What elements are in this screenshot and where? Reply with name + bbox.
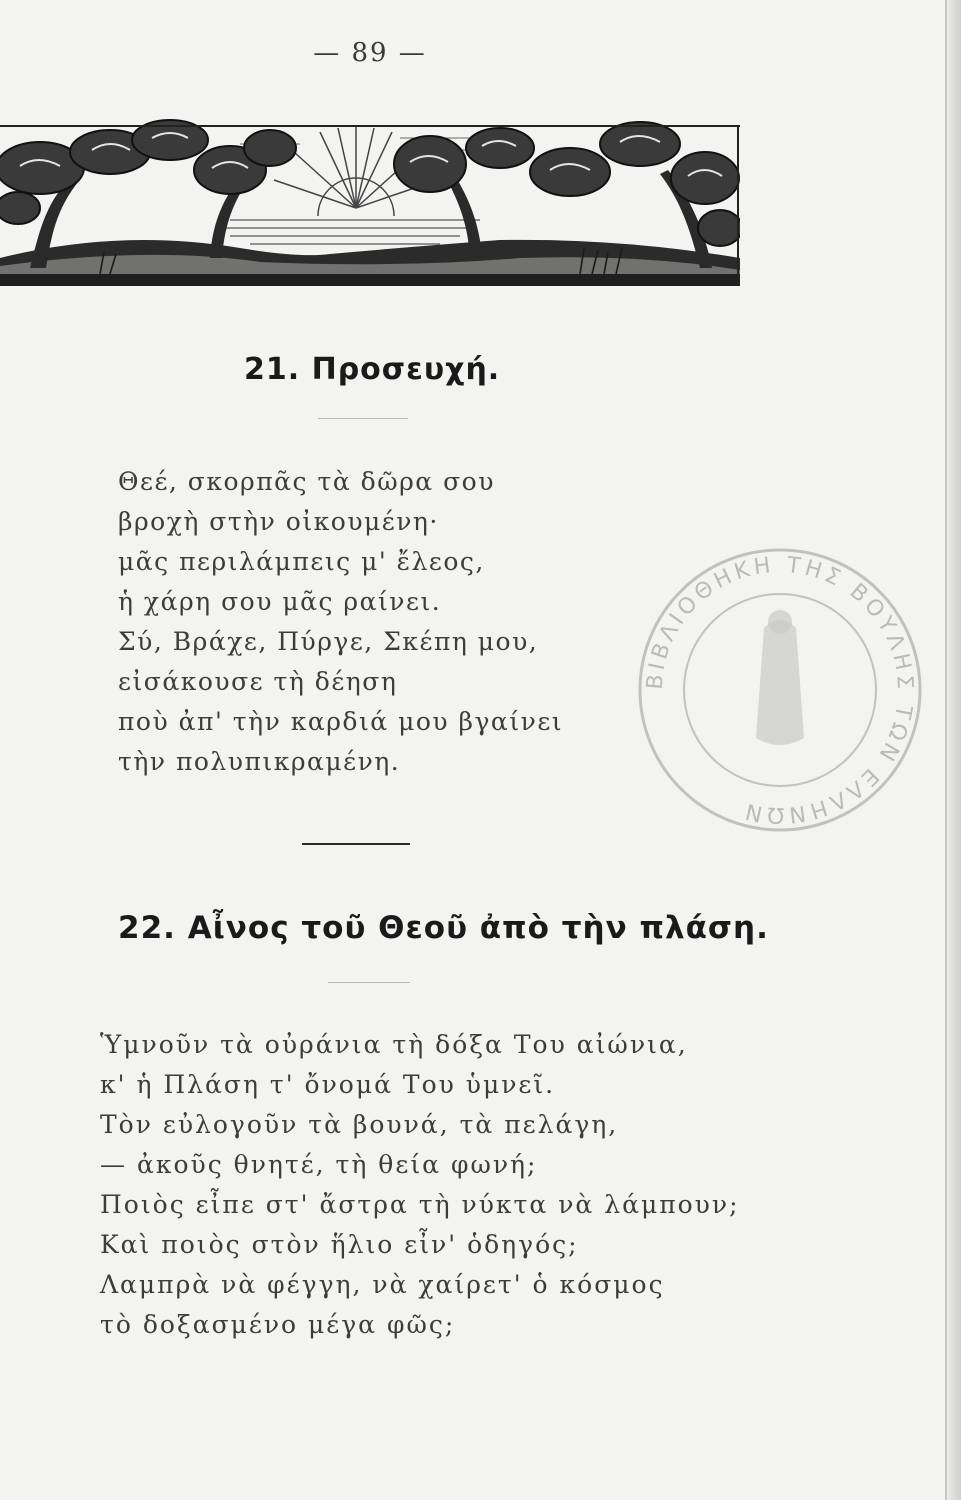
page-number: — 89 —	[313, 38, 427, 68]
poem-line: Λαμπρὰ νὰ φέγγη, νὰ χαίρετ' ὁ κόσμος	[100, 1270, 665, 1299]
poem-line: Θεέ, σκορπᾶς τὰ δῶρα σου	[118, 467, 495, 496]
poem-line: — ἀκοῦς θνητέ, τὴ θεία φωνή;	[100, 1150, 538, 1179]
title-underline	[328, 982, 410, 983]
page-edge-line	[945, 0, 947, 1500]
poem-line: ἡ χάρη σου μᾶς ραίνει.	[118, 587, 442, 616]
poem-line: βροχὴ στὴν οἰκουμένη·	[118, 507, 439, 536]
poem-line: ποὺ ἀπ' τὴν καρδιά μου βγαίνει	[118, 707, 564, 736]
poem-praise	[100, 1025, 740, 1345]
poem-line: εἰσάκουσε τὴ δέηση	[118, 667, 398, 696]
poem-line: Ὑμνοῦν τὰ οὐράνια τὴ δόξα Του αἰώνια,	[100, 1030, 688, 1059]
poem-line: Ποιὸς εἶπε στ' ἄστρα τὴ νύκτα νὰ λάμπουν;	[100, 1190, 740, 1219]
library-stamp-icon	[632, 542, 928, 838]
page-edge	[947, 0, 961, 1500]
poem-line: Καὶ ποιὸς στὸν ἥλιο εἶν' ὁδηγός;	[100, 1230, 579, 1259]
poem-line: Τὸν εὐλογοῦν τὰ βουνά, τὰ πελάγη,	[100, 1110, 619, 1139]
section-title-praise: 22. Αἶνος τοῦ Θεοῦ ἀπὸ τὴν πλάση.	[118, 910, 769, 946]
poem-line: μᾶς περιλάμπεις μ' ἔλεος,	[118, 547, 485, 576]
poem-line: κ' ἡ Πλάση τ' ὄνομά Του ὑμνεῖ.	[100, 1070, 556, 1099]
stamp-text: ΒΙΒΛΙΟΘΗΚΗ ΤΗΣ ΒΟΥΛΗΣ ΤΩΝ ΕΛΛΗΝΩΝ	[642, 552, 918, 828]
poem-line: τὸ δοξασμένο μέγα φῶς;	[100, 1310, 456, 1339]
title-underline	[318, 418, 408, 419]
landscape-sunset-woodcut-icon	[0, 108, 740, 286]
poem-line: Σύ, Βράχε, Πύργε, Σκέπη μου,	[118, 627, 539, 656]
section-title-prayer: 21. Προσευχή.	[244, 352, 501, 387]
poem-line: τὴν πολυπικραμένη.	[118, 747, 401, 776]
section-divider	[302, 843, 410, 845]
poem-prayer	[118, 462, 563, 782]
